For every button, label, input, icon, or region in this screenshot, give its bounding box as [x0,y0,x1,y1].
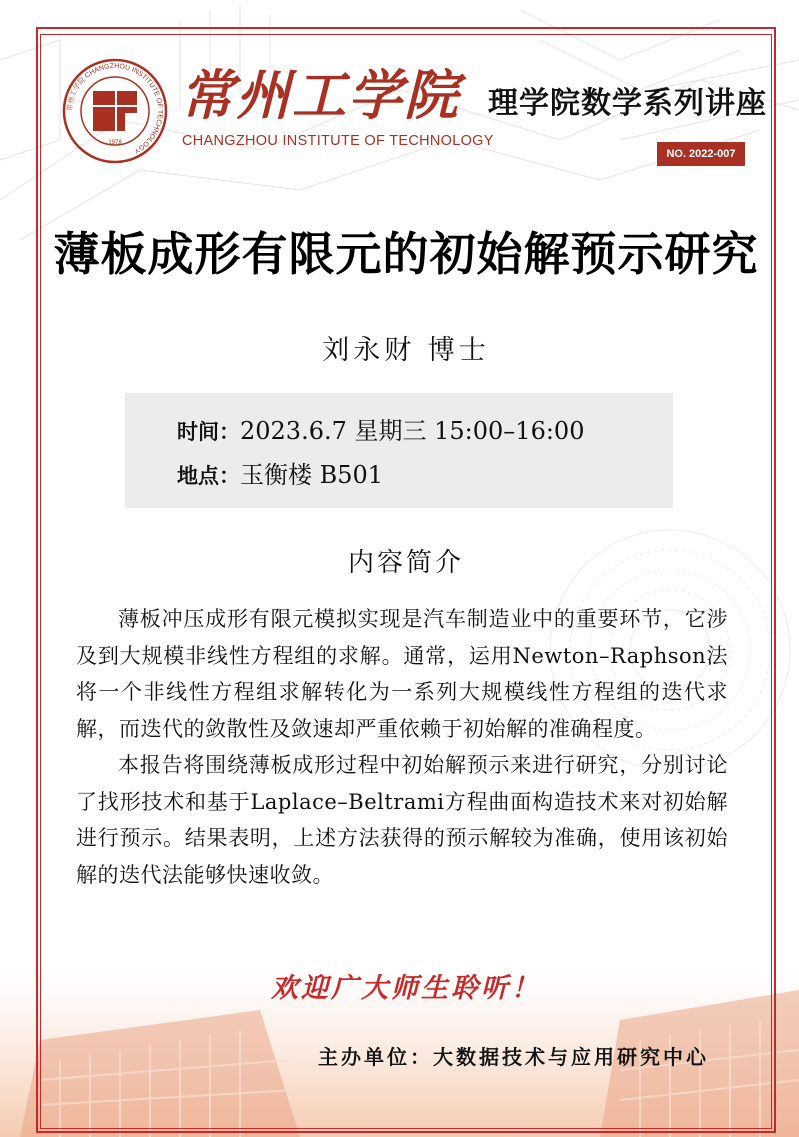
logo-ring-text: 常州工学院 CHANGZHOU INSTITUTE OF TECHNOLOGY [66,62,164,155]
info-box [125,393,673,508]
abstract-paragraph-1: 薄板冲压成形有限元模拟实现是汽车制造业中的重要环节，它涉及到大规模非线性方程组的求解。通常，运用Newton–Raphson法将一个非线性方程组求解转化为一系列大规模线性方程组的迭代求解，而迭代的敛散性及敛速却严重依赖于初始解的准确程度。 [76,607,728,741]
time-label: 时间： [177,419,240,444]
school-name-cn: 常州工学院 [180,63,460,127]
abstract-body [76,601,728,893]
place-label: 地点： [177,463,240,488]
school-name-en: CHANGZHOU INSTITUTE OF TECHNOLOGY [182,133,494,149]
series-number-badge: NO. 2022-007 [657,142,745,166]
logo-year: 1978 [108,140,122,146]
place-value: 玉衡楼 B501 [240,461,384,489]
inner-frame [40,34,772,1129]
welcome-message: 欢迎广大师生聆听！ [271,973,541,1004]
talk-title: 薄板成形有限元的初始解预示研究 [53,227,759,281]
organizer: 主办单位：大数据技术与应用研究中心 [318,1045,709,1069]
place-row [177,455,383,490]
abstract-paragraph-2: 本报告将围绕薄板成形过程中初始解预示来进行研究，分别讨论了找形技术和基于Laplace–Beltrami方程曲面构造技术来对初始解进行预示。结果表明，上述方法获得的预示解较为准确，使用该初始解的迭代法能够快速收敛。 [76,753,728,887]
abstract-heading: 内容简介 [347,548,464,578]
school-logo [62,58,168,164]
speaker-name: 刘永财 博士 [322,335,490,366]
time-row [177,411,584,446]
time-value: 2023.6.7 星期三 15:00–16:00 [240,417,585,445]
series-title: 理学院数学系列讲座 [488,86,767,121]
